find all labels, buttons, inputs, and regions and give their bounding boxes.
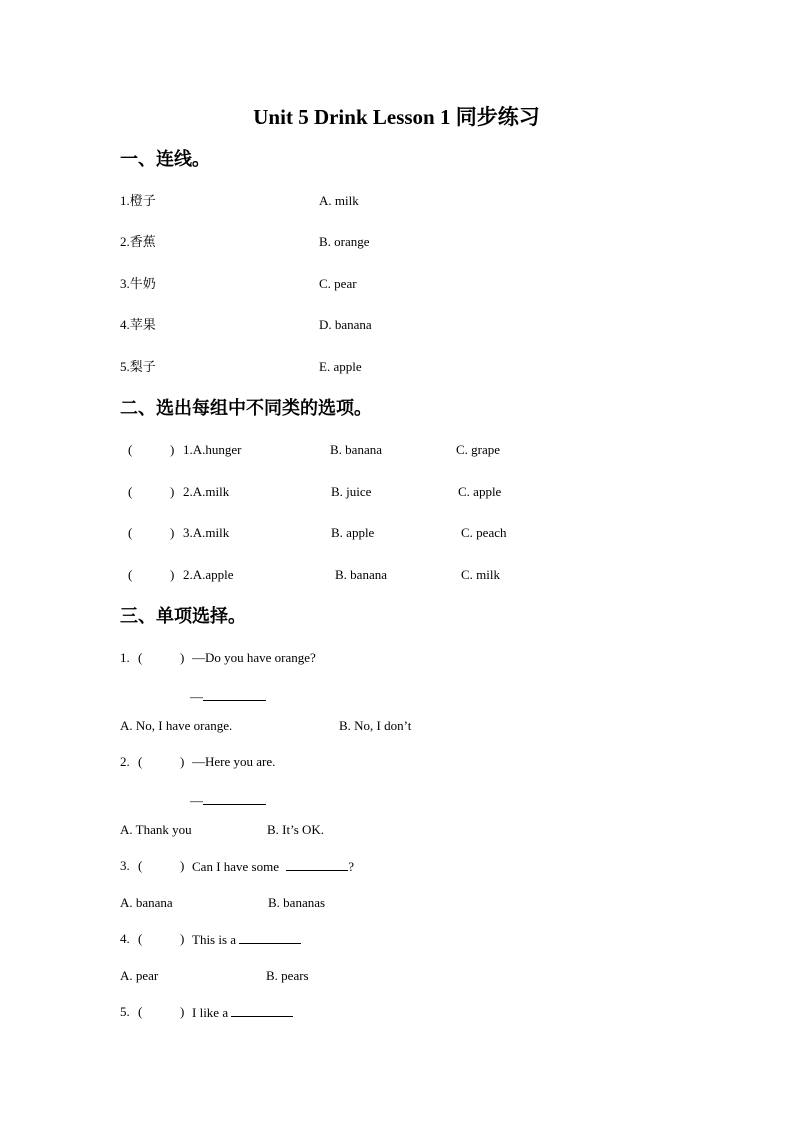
option-a: A. Thank you [120,822,192,837]
match-left-item: 5.梨子 [120,359,156,374]
option-a: A. No, I have orange. [120,718,233,733]
match-right-item: C. pear [319,276,357,291]
match-right-item: D. banana [319,317,372,332]
match-left-item: 4.苹果 [120,317,156,332]
question-text-main: Can I have some [192,859,283,874]
question-text [192,1004,293,1021]
reply-dash: — [190,793,203,808]
answer-paren-open: ( [138,1004,143,1019]
question-text-main: This is a [192,932,240,947]
option-b: B. It’s OK. [267,822,325,837]
option-b: B. banana [335,567,387,582]
question-text [192,931,301,948]
option-c: C. peach [461,525,507,540]
answer-blank [231,1004,293,1017]
answer-paren-close: ) [180,931,185,946]
question-text: —Do you have orange? [192,650,316,665]
section1-heading: 一、连线。 [120,149,210,170]
reply-line [190,688,266,705]
answer-blank [286,858,348,871]
answer-paren-open: ( [128,567,133,582]
answer-paren-close: ) [180,754,185,769]
reply-dash: — [190,689,203,704]
option-b: B. bananas [268,895,326,910]
title-chinese: 同步练习 [455,105,540,129]
question-mark: ? [348,859,355,874]
answer-paren-open: ( [138,931,143,946]
answer-paren-close: ) [180,1004,185,1019]
page-title [0,104,793,130]
option-a: A. banana [120,895,173,910]
option-b: B. juice [331,484,372,499]
section3-heading: 三、单项选择。 [120,606,246,627]
answer-paren-open: ( [128,484,133,499]
question-number: 3. [120,858,130,873]
answer-blank [203,792,266,805]
answer-paren-close: ) [170,525,175,540]
answer-paren-close: ) [180,650,185,665]
option-a: 2.A.apple [183,567,234,582]
match-right-item: B. orange [319,234,370,249]
option-a: 2.A.milk [183,484,230,499]
question-number: 2. [120,754,130,769]
option-b: B. banana [330,442,382,457]
section2-heading: 二、选出每组中不同类的选项。 [120,398,372,419]
match-left-item: 3.牛奶 [120,276,156,291]
answer-paren-open: ( [138,754,143,769]
option-c: C. apple [458,484,502,499]
answer-paren-open: ( [138,650,143,665]
answer-paren-open: ( [128,525,133,540]
question-text: —Here you are. [192,754,276,769]
match-left-item: 1.橙子 [120,193,156,208]
option-c: C. grape [456,442,501,457]
option-a: A. pear [120,968,159,983]
match-left-item: 2.香蕉 [120,234,156,249]
answer-paren-close: ) [170,567,175,582]
answer-blank [239,931,301,944]
title-english: Unit 5 Drink Lesson 1 [253,105,456,129]
answer-paren-open: ( [128,442,133,457]
reply-line [190,792,266,809]
question-number: 1. [120,650,130,665]
option-b: B. No, I don’t [339,718,412,733]
option-b: B. apple [331,525,375,540]
answer-paren-close: ) [180,858,185,873]
question-number: 5. [120,1004,130,1019]
answer-paren-close: ) [170,442,175,457]
question-text-main: I like a [192,1005,232,1020]
question-text [192,858,354,875]
answer-paren-close: ) [170,484,175,499]
match-right-item: A. milk [319,193,359,208]
question-number: 4. [120,931,130,946]
match-right-item: E. apple [319,359,362,374]
option-a: 3.A.milk [183,525,230,540]
option-b: B. pears [266,968,309,983]
option-c: C. milk [461,567,501,582]
answer-blank [203,688,266,701]
option-a: 1.A.hunger [183,442,242,457]
answer-paren-open: ( [138,858,143,873]
